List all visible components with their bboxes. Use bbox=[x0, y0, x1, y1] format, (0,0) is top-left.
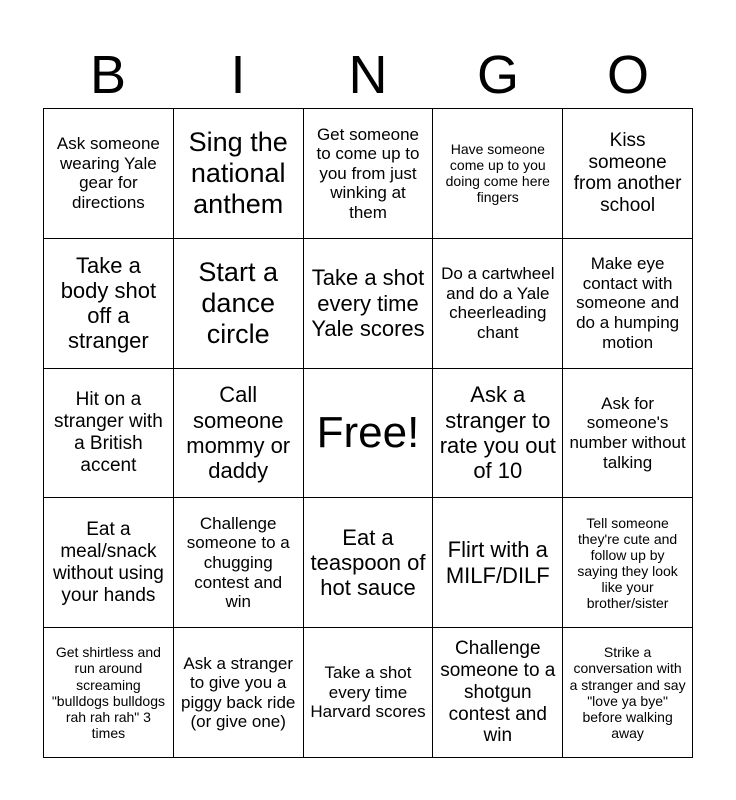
bingo-grid bbox=[43, 108, 693, 758]
bingo-cell[interactable]: Get someone to come up to you from just winking at them bbox=[304, 109, 434, 239]
header-letter-n: N bbox=[348, 45, 388, 105]
header-letter-g: G bbox=[476, 45, 519, 105]
bingo-cell[interactable]: Ask someone wearing Yale gear for directions bbox=[44, 109, 174, 239]
bingo-cell[interactable]: Challenge someone to a chugging contest and win bbox=[174, 498, 304, 628]
bingo-cell[interactable]: Hit on a stranger with a British accent bbox=[44, 369, 174, 499]
bingo-cell[interactable]: Ask for someone's number without talking bbox=[563, 369, 693, 499]
bingo-cell[interactable]: Make eye contact with someone and do a humping motion bbox=[563, 239, 693, 369]
bingo-cell[interactable]: Take a body shot off a stranger bbox=[44, 239, 174, 369]
bingo-cell[interactable]: Take a shot every time Harvard scores bbox=[304, 628, 434, 758]
bingo-cell[interactable]: Sing the national anthem bbox=[174, 109, 304, 239]
bingo-cell[interactable]: Take a shot every time Yale scores bbox=[304, 239, 434, 369]
header-letter-b: B bbox=[89, 45, 127, 105]
bingo-cell[interactable]: Ask a stranger to rate you out of 10 bbox=[433, 369, 563, 499]
bingo-cell[interactable]: Have someone come up to you doing come here fingers bbox=[433, 109, 563, 239]
bingo-cell[interactable]: Start a dance circle bbox=[174, 239, 304, 369]
free-space[interactable]: Free! bbox=[304, 369, 434, 499]
bingo-cell[interactable]: Tell someone they're cute and follow up by saying they look like your brother/sister bbox=[563, 498, 693, 628]
bingo-cell[interactable]: Kiss someone from another school bbox=[563, 109, 693, 239]
bingo-cell[interactable]: Get shirtless and run around screaming "bulldogs bulldogs rah rah rah" 3 times bbox=[44, 628, 174, 758]
bingo-header bbox=[43, 42, 693, 108]
bingo-cell[interactable]: Call someone mommy or daddy bbox=[174, 369, 304, 499]
bingo-cell[interactable]: Do a cartwheel and do a Yale cheerleading chant bbox=[433, 239, 563, 369]
bingo-cell[interactable]: Eat a meal/snack without using your hands bbox=[44, 498, 174, 628]
header-letter-o: O bbox=[606, 45, 649, 105]
bingo-cell[interactable]: Ask a stranger to give you a piggy back ride (or give one) bbox=[174, 628, 304, 758]
bingo-cell[interactable]: Eat a teaspoon of hot sauce bbox=[304, 498, 434, 628]
bingo-cell[interactable]: Strike a conversation with a stranger and say "love ya bye" before walking away bbox=[563, 628, 693, 758]
bingo-cell[interactable]: Challenge someone to a shotgun contest and win bbox=[433, 628, 563, 758]
header-letter-i: I bbox=[230, 45, 246, 105]
bingo-cell[interactable]: Flirt with a MILF/DILF bbox=[433, 498, 563, 628]
